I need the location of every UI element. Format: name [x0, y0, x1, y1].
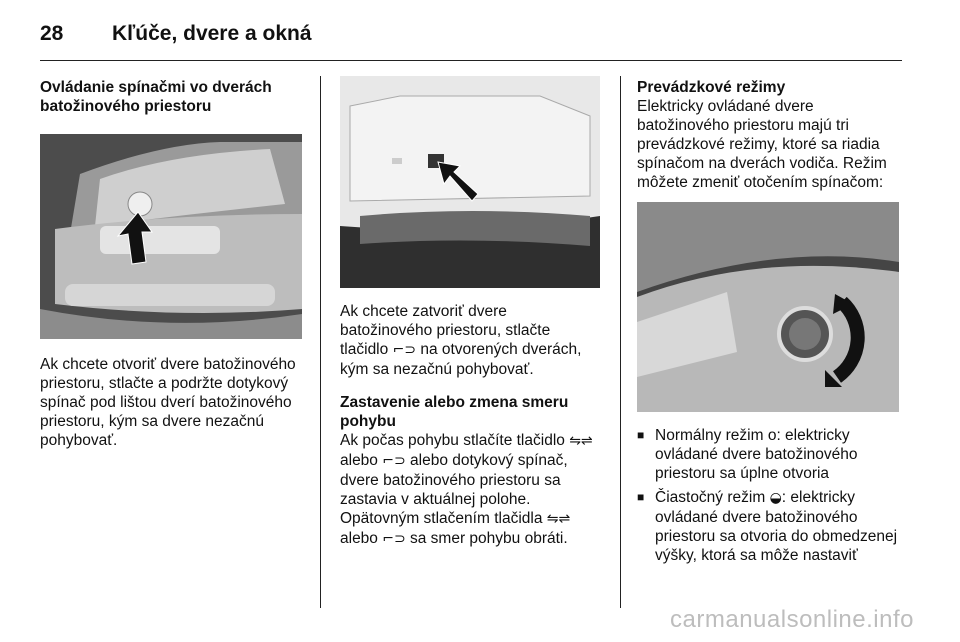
tailgate-exterior-illustration	[40, 134, 302, 339]
page-title: Kľúče, dvere a okná	[112, 22, 312, 45]
door-knob-figure	[637, 202, 899, 412]
car-key-icon: ⇋⇌	[546, 511, 571, 527]
car-key-icon: ⇋⇌	[569, 433, 593, 449]
page-number: 28	[40, 22, 64, 45]
mode-partial-text-b: : elektricky ovládané dvere batožinového priestoru sa otvoria do obmedzenej výšky, ktorá sa môže nastaviť	[655, 489, 898, 564]
list-item	[637, 426, 899, 483]
tailgate-close-icon: ⌐⊃	[382, 453, 406, 469]
column-divider-left	[320, 76, 321, 608]
column-3	[637, 78, 899, 570]
mode-partial-text-a: Čiastočný režim	[655, 489, 770, 506]
half-circle-icon: ◒	[769, 490, 782, 506]
stop-text-b: alebo	[340, 452, 383, 469]
open-instructions: Ak chcete otvoriť dvere batožinového priestoru, stlačte a podržte dotykový spínač pod lištou dverí batožinového priestoru, kým sa dvere nezačnú pohybovať.	[40, 356, 296, 449]
bullet-icon: ■	[637, 490, 645, 504]
list-item	[637, 488, 899, 565]
stop-instructions	[340, 431, 602, 549]
stop-text-c: alebo dotykový spínač, dvere batožinového priestoru sa zastavia v aktuálnej polohe. Opätovným stlačením tlačidla	[340, 452, 568, 527]
close-instructions	[340, 302, 602, 379]
tailgate-close-icon: ⌐⊃	[392, 342, 417, 358]
mode-normal-text: Normálny režim o: elektricky ovládané dvere batožinového priestoru sa úplne otvoria	[655, 427, 858, 482]
tailgate-interior-figure	[340, 76, 600, 288]
close-text-b: na otvorených dverách, kým sa nezačnú pohybovať.	[340, 341, 582, 378]
stop-text-a: Ak počas pohybu stlačíte tlačidlo	[340, 432, 570, 449]
stop-text-d: alebo	[340, 530, 383, 547]
tailgate-exterior-figure	[40, 134, 302, 339]
section-heading-modes: Prevádzkové režimy	[637, 79, 786, 96]
column-divider-right	[620, 76, 621, 608]
bullet-icon: ■	[637, 428, 645, 442]
column-2	[340, 76, 602, 549]
header-divider	[40, 60, 902, 61]
tailgate-interior-illustration	[340, 76, 600, 288]
stop-text-e: sa smer pohybu obráti.	[405, 530, 568, 547]
modes-intro: Elektricky ovládané dvere batožinového priestoru majú tri prevádzkové režimy, ktoré sa riadia spínačom na dverách vodiča. Režim môžete zmeniť otočením spínačom:	[637, 98, 887, 191]
watermark: carmanualsonline.info	[670, 606, 914, 633]
section-heading-switch: Ovládanie spínačmi vo dverách batožinového priestoru	[40, 79, 272, 115]
door-knob-illustration	[637, 202, 899, 412]
modes-list	[637, 426, 899, 565]
close-text-a: Ak chcete zatvoriť dvere batožinového priestoru, stlačte tlačidlo	[340, 303, 551, 358]
tailgate-close-icon: ⌐⊃	[382, 531, 406, 547]
section-heading-stop: Zastavenie alebo zmena smeru pohybu	[340, 394, 569, 430]
column-1	[40, 78, 304, 450]
